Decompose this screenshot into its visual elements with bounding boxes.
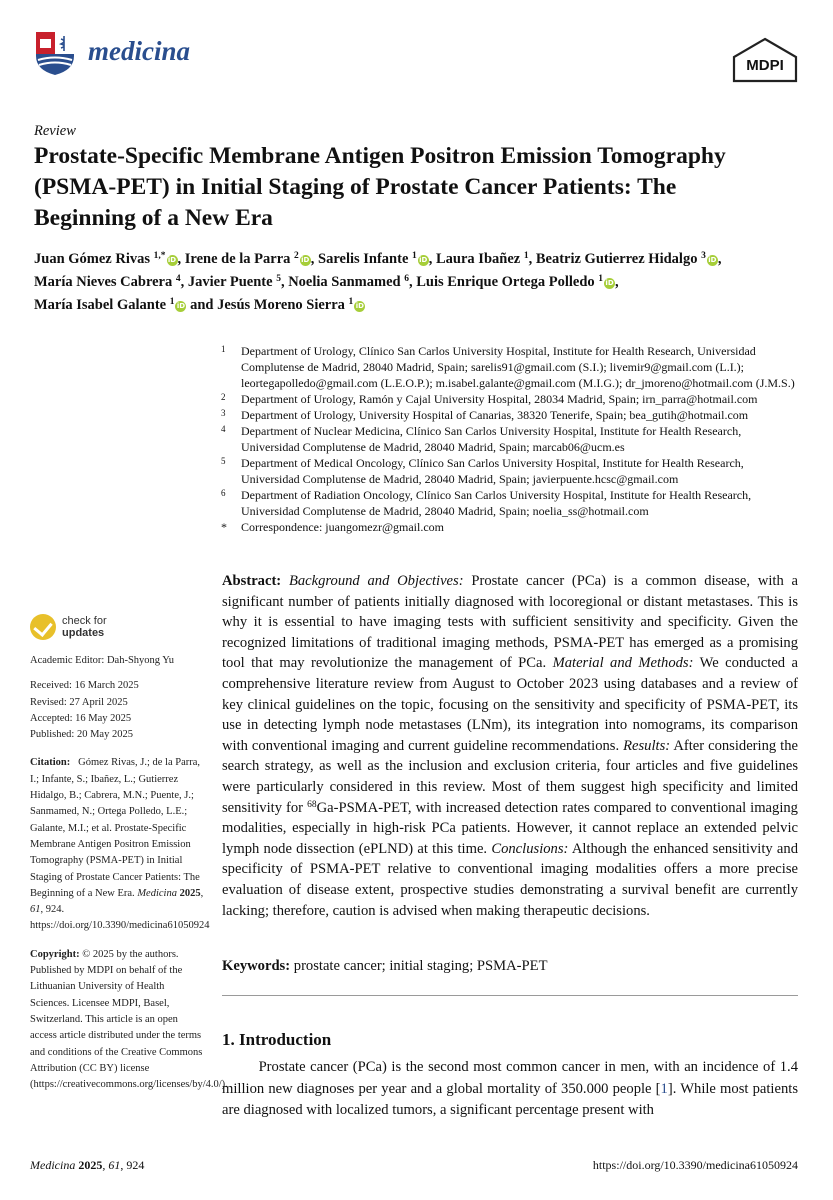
keywords: Keywords: prostate cancer; initial staging; PSMA-PET [222,958,548,974]
accepted-date: Accepted: 16 May 2025 [30,712,132,724]
author-list: Juan Gómez Rivas $^{1,*}$ iD, Irene de la Parra $^2$ iD, Sarelis Infante $^1$ iD, Laura Ibañez $^1$, Beatriz Gutierrez Hidalgo $^3$ iD, María Nieves Cabrera $^4$, Javier Puente $^5$, Noelia Sanmamed $^6$, Luis Enrique Ortega Polledo $^1$ iD, María Isabel Galante $^1$ iD and Jesús Moreno Sierra $^1$ iD [34,251,722,313]
author[interactable]: María Nieves Cabrera $^4$ [34,274,181,290]
check-icon [30,614,56,640]
journal-logo [34,30,76,76]
affiliation-item: 3 Department of Urology, University Hospital of Canarias, 38320 Tenerife, Spain; bea_gutih@hotmail.com [221,408,749,422]
publisher-label: MDPI [746,57,784,74]
affiliation-item: 5 Department of Medical Oncology, Clínico San Carlos University Hospital, Institute for Health Research, Universidad Complutense de Madrid, 28040 Madrid, Spain; javierpuente.hcsc@gmail.com [221,456,744,486]
author[interactable]: Irene de la Parra $^2$ iD [184,251,310,267]
revised-date: Revised: 27 April 2025 [30,696,128,708]
orcid-icon[interactable]: iD [355,302,364,310]
section-divider [222,995,798,996]
author[interactable]: Jesús Moreno Sierra $^1$ iD [217,297,364,313]
check-for-updates-button[interactable]: check for updates [30,614,150,644]
article-info-sidebar [30,653,228,1093]
author[interactable]: Javier Puente $^5$ [187,274,281,290]
journal-name[interactable]: medicina [88,36,190,66]
author[interactable]: Noelia Sanmamed $^6$ [288,274,409,290]
orcid-icon[interactable]: iD [605,279,614,287]
received-date: Received: 16 March 2025 [30,680,139,692]
author[interactable]: Sarelis Infante $^1$ iD [318,251,428,267]
affiliation-item: 4 Department of Nuclear Medicina, Clínico San Carlos University Hospital, Institute for Health Research, Universidad Complutense de Madrid, 28040 Madrid, Spain; marcab06@ucm.es [221,424,742,454]
academic-editor: Academic Editor: Dah-Shyong Yu [30,655,174,666]
article-title: Prostate-Specific Membrane Antigen Positron Emission Tomography (PSMA-PET) in Initial Staging of Prostate Cancer Patients: The Beginning of a New Era [34,143,726,231]
affiliation-item: 1 Department of Urology, Clínico San Carlos University Hospital, Institute for Health Research, Universidad Complutense de Madrid, 28040 Madrid, Spain; sarelis91@gmail.com (S.I.); livemir9@gmail.com (L.I.); leortegapolledo@gmail.com (L.E.O.P.); m.isabel.galante@gmail.com (M.I.G.); dr_jmoreno@hotmail.com (J.M.S.) [221,344,795,390]
citation-link[interactable]: 1 [660,1080,668,1097]
orcid-icon[interactable]: iD [301,256,310,264]
correspondence: * Correspondence: juangomezr@gmail.com [221,520,444,534]
copyright: Copyright: © 2025 by the authors. Published by MDPI on behalf of the Lithuanian University of Health Sciences. Licensee MDPI, Basel, Switzerland. This article is an open access article distributed under the terms and conditions of the Creative Commons Attribution (CC BY) license (https://creativecommons.org/licenses/by/4.0/). [30,948,228,1091]
affiliation-item: 6 Department of Radiation Oncology, Clínico San Carlos University Hospital, Institute for Health Research, Universidad Complutense de Madrid, 28040 Madrid, Spain; noelia_ss@hotmail.com [221,488,752,518]
abstract: Abstract: Background and Objectives: Prostate cancer (PCa) is a common disease, with a significant number of patients initially diagnosed with locoregional or distant metastases. This is why it is essential to have imaging tests with sufficient sensitivity and specificity. Given the recognized limitations of traditional imaging methods, PSMA-PET has emerged as a promising tool that may revolutionize the management of PCa. Material and Methods: We conducted a comprehensive literature review from August to October 2023 using databases and a review of key clinical guidelines on the topic, focusing on the sensitivity and specificity of PSMA-PET, its use in detecting lymph node metastases (LNm), its integration into nomograms, its comparison with conventional imaging and current guideline recommendations. Results: After considering the search strategy, as well as the inclusion and exclusion criteria, four articles and five guidelines were particularly considered in this review. Most of them suggest high specificity and limited sensitivity for $^{68}$Ga-PSMA-PET, with increased detection rates compared to conventional imaging modalities, especially in high-risk PCa patients. However, it cannot replace an extended pelvic lymph node dissection (ePLND) at this time. Conclusions: Although the enhanced sensitivity and specificity of PSMA-PET relative to conventional imaging modalities offers a more precise evaluation of disease extent, prospective studies demonstrating a survival benefit are currently lacking; therefore, caution is advised when making therapeutic decisions. [222,573,798,919]
author[interactable]: Juan Gómez Rivas $^{1,*}$ iD [34,251,177,267]
affiliations [212,343,802,535]
section-heading: 1. Introduction [222,1030,332,1049]
citation-doi-link[interactable]: , 924. https://doi.org/10.3390/medicina61050924 [30,904,210,932]
article-type: Review [34,123,76,139]
author[interactable]: María Isabel Galante $^1$ iD [34,297,186,313]
author[interactable]: Luis Enrique Ortega Polledo $^1$ iD [416,274,614,290]
footer-doi-link[interactable]: https://doi.org/10.3390/medicina61050924 [592,1158,798,1172]
citation: Citation: Gómez Rivas, J.; de la Parra, I.; Infante, S.; Ibañez, L.; Gutierrez Hidalgo, B.; Cabrera, M.N.; Puente, J.; Sanmamed, N.; Ortega Polledo, L.E.; Galante, M.I.; et al. Prostate-Specific Membrane Antigen Positron Emission Tomography (PSMA-PET) in Initial Staging of Prostate Cancer Patients: The Beginning of a New Era. Medicina 2025, 61, 924. https://doi.org/10.3390/medicina61050924 [30,757,210,932]
orcid-icon[interactable]: iD [167,256,177,264]
author[interactable]: Laura Ibañez $^1$ [436,251,529,267]
published-date: Published: 20 May 2025 [30,729,133,741]
author[interactable]: Beatriz Gutierrez Hidalgo $^3$ iD [535,251,717,267]
mdpi-logo[interactable] [732,37,798,83]
orcid-icon[interactable]: iD [708,256,717,264]
footer-citation: Medicina 2025, 61, 924 [30,1158,145,1172]
orcid-icon[interactable]: iD [176,302,186,310]
introduction-text: Prostate cancer (PCa) is the second most common cancer in men, with an incidence of 1.4 million new diagnoses per year and a global mortality of 350.000 people [1]. While most patients are diagnosed with localized tumors, a significant percentage present with [222,1059,798,1118]
affiliation-item: 2 Department of Urology, Ramón y Cajal University Hospital, 28034 Madrid, Spain; irn_parra@hotmail.com [221,392,758,406]
orcid-icon[interactable]: iD [419,256,428,264]
